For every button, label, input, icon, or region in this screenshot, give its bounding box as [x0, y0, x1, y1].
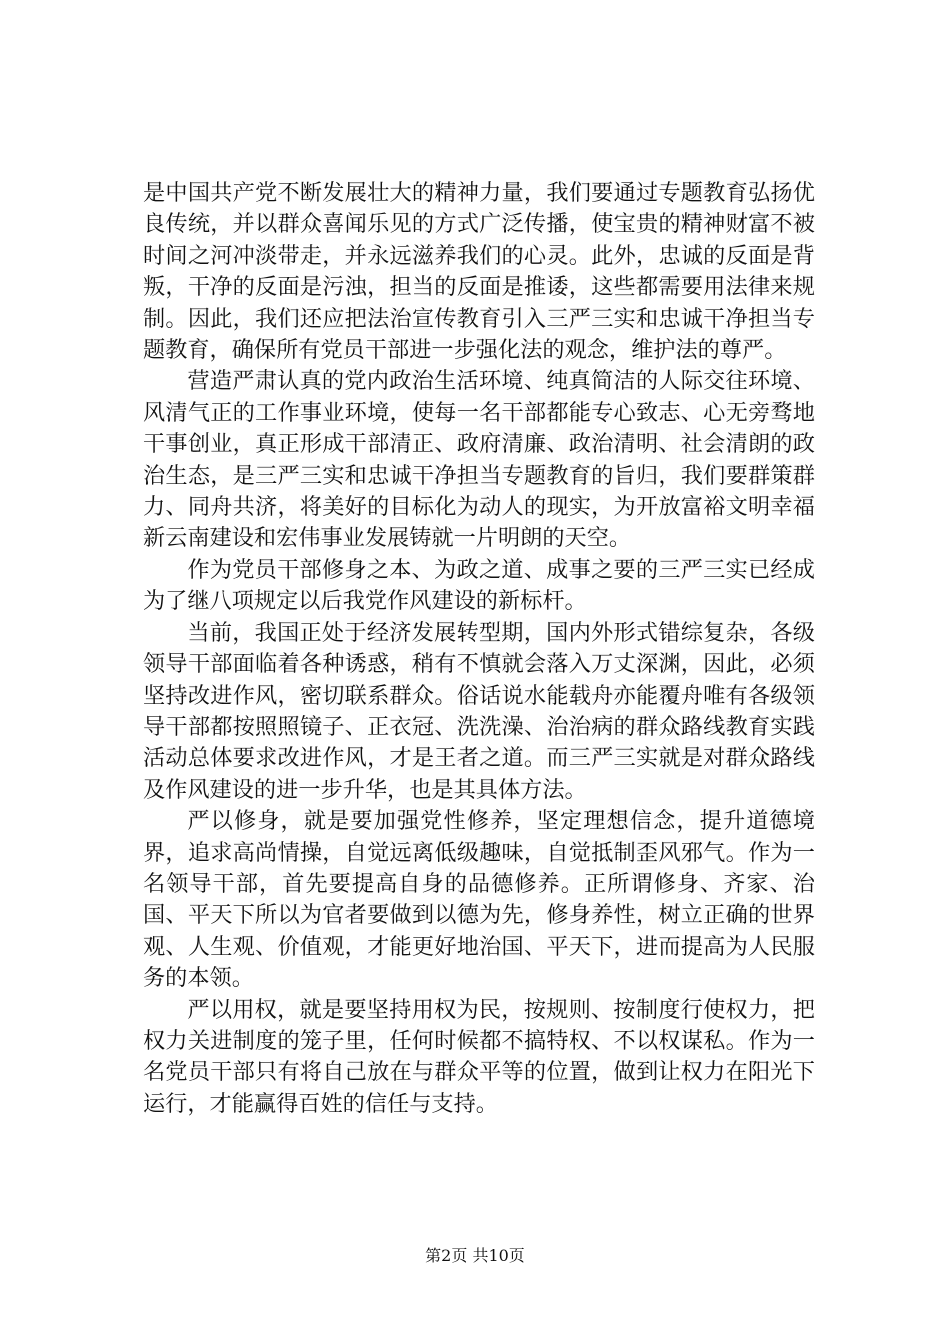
paragraph-current-situation: 当前，我国正处于经济发展转型期，国内外形式错综复杂，各级领导干部面临着各种诱惑，稍有不慎就会落入万丈深渊，因此，必须坚持改进作风，密切联系群众。俗话说水能载舟亦能覆舟唯有各级领导干部都按照照镜子、正衣冠、洗洗澡、治治病的群众路线教育实践活动总体要求改进作风，才是王者之道。而三严三实就是对群众路线及作风建设的进一步升华，也是其具体方法。 — [143, 619, 815, 803]
paragraph-continuation: 是中国共产党不断发展壮大的精神力量，我们要通过专题教育弘扬优良传统，并以群众喜闻乐见的方式广泛传播，使宝贵的精神财富不被时间之河冲淡带走，并永远滋养我们的心灵。此外，忠诚的反面是背叛，干净的反面是污浊，担当的反面是推诿，这些都需要用法律来规制。因此，我们还应把法治宣传教育引入三严三实和忠诚干净担当专题教育，确保所有党员干部进一步强化法的观念，维护法的尊严。 — [143, 180, 815, 364]
paragraph-political-environment: 营造严肃认真的党内政治生活环境、纯真简洁的人际交往环境、风清气正的工作事业环境，使每一名干部都能专心致志、心无旁骛地干事创业，真正形成干部清正、政府清廉、政治清明、社会清朗的政治生态，是三严三实和忠诚干净担当专题教育的旨归，我们要群策群力、同舟共济，将美好的目标化为动人的现实，为开放富裕文明幸福新云南建设和宏伟事业发展铸就一片明朗的天空。 — [143, 368, 815, 552]
page-number-footer: 第2页 共10页 — [425, 1246, 525, 1265]
paragraph-use-of-power: 严以用权，就是要坚持用权为民，按规则、按制度行使权力，把权力关进制度的笼子里，任何时候都不搞特权、不以权谋私。作为一名党员干部只有将自己放在与群众平等的位置，做到让权力在阳光下运行，才能赢得百姓的信任与支持。 — [143, 996, 815, 1117]
paragraph-self-cultivation: 严以修身，就是要加强党性修养，坚定理想信念，提升道德境界，追求高尚情操，自觉远离低级趣味，自觉抵制歪风邪气。作为一名领导干部，首先要提高自身的品德修养。正所谓修身、齐家、治国、平天下所以为官者要做到以德为先，修身养性，树立正确的世界观、人生观、价值观，才能更好地治国、平天下，进而提高为人民服务的本领。 — [143, 808, 815, 992]
document-body — [143, 178, 815, 1120]
paragraph-new-benchmark: 作为党员干部修身之本、为政之道、成事之要的三严三实已经成为了继八项规定以后我党作风建设的新标杆。 — [143, 556, 815, 615]
